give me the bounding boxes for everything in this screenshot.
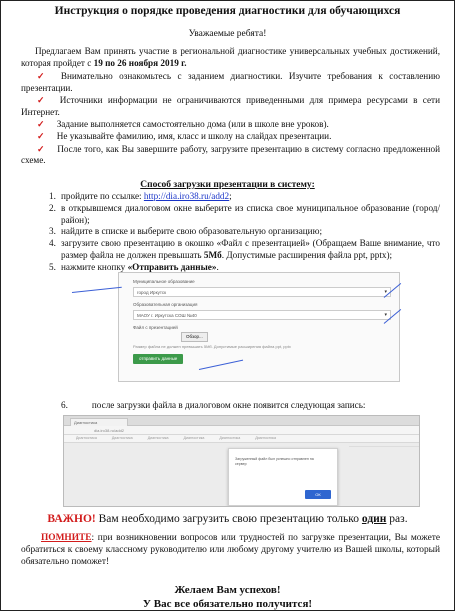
step-number: 1. — [49, 191, 56, 201]
upload-steps — [21, 191, 440, 273]
org-label: Образовательная организация — [133, 301, 198, 307]
step-number: 6. — [61, 400, 68, 410]
chevron-down-icon: ▾ — [384, 288, 387, 295]
check-text: Источники информации не ограничиваются приведенными для примера ресурсами в сети Интернет. — [21, 95, 440, 117]
remember-label: ПОМНИТЕ — [41, 533, 92, 543]
step-item — [21, 238, 440, 262]
step-text: после загрузки файла в диалоговом окне появится следующая запись: — [91, 400, 366, 410]
file-size-limit: 5Мб — [203, 249, 222, 260]
browse-button[interactable]: Обзор... — [181, 332, 208, 342]
dialog-message: Загруженный файл был успешно отправлен на сервер — [235, 457, 314, 467]
closing-wish: Желаем Вам успехов! — [174, 584, 281, 596]
step-number: 3. — [49, 226, 56, 237]
divider — [349, 446, 419, 447]
step-number: 5. — [49, 261, 56, 272]
alert-dialog — [228, 448, 338, 506]
checklist — [21, 71, 440, 168]
bookmarks-bar — [64, 435, 419, 443]
check-item — [21, 95, 440, 119]
section-colon: : — [311, 180, 315, 190]
checkmark-icon: ✓ — [37, 119, 45, 130]
check-item — [21, 144, 440, 168]
intro-dates: 19 по 26 ноября 2019 г. — [93, 57, 187, 68]
check-text: После того, как Вы завершите работу, загрузите презентацию в систему согласно предложенной схеме. — [21, 143, 440, 166]
form-screenshot — [118, 272, 400, 382]
step-text: нажмите кнопку — [61, 261, 128, 272]
step-item — [21, 203, 440, 227]
important-text: Вам необходимо загрузить свою презентацию только — [95, 513, 362, 525]
step-text: загрузите свою презентацию в окошко «Файл с презентацией» (Обращаем Ваше внимание, что размер файла не должен превышать — [61, 238, 440, 260]
ok-button[interactable]: ОК — [305, 490, 331, 499]
municipality-select[interactable] — [133, 287, 391, 297]
important-label: ВАЖНО! — [47, 513, 96, 525]
checkmark-icon: ✓ — [37, 131, 45, 142]
greeting: Уважаемые ребята! — [188, 29, 267, 39]
submit-data-button[interactable]: отправить данные — [133, 354, 183, 364]
municipality-value: город Иркутск — [137, 289, 167, 295]
step-item — [21, 191, 440, 203]
important-note — [1, 512, 454, 527]
checkmark-icon: ✓ — [37, 71, 49, 81]
dialog-screenshot — [63, 415, 420, 507]
intro-paragraph — [21, 46, 440, 70]
bookmark-item[interactable]: Диагностика — [147, 436, 169, 440]
submit-button-name: «Отправить данные» — [127, 261, 217, 272]
step-text-end: . — [216, 261, 219, 272]
important-end: раз. — [386, 513, 408, 525]
step-6 — [61, 400, 365, 412]
checkmark-icon: ✓ — [37, 143, 46, 154]
check-item — [21, 131, 440, 143]
bookmark-item[interactable]: Диагностика — [76, 436, 97, 440]
file-label: Файл с презентацией — [133, 324, 178, 330]
upload-link[interactable]: http://dia.iro38.ru/add2 — [143, 191, 230, 201]
step-number: 2. — [49, 202, 56, 213]
step-text-end: ; — [229, 191, 232, 201]
bookmark-item[interactable]: Диагностика — [219, 436, 241, 440]
check-item — [21, 119, 440, 131]
section-title-text: Способ загрузки презентации в систему — [140, 180, 312, 190]
org-value: МАОУ г. Иркутска СОШ №40 — [137, 312, 197, 318]
org-select[interactable] — [133, 310, 391, 320]
step-item — [21, 226, 440, 238]
remember-text: : при возникновении вопросов или трудностей по загрузке презентации, Вы можете обратиться к своему классному руководителю или любому другому учителю из Вашей школы, который обязательно поможет! — [21, 533, 440, 568]
step-number: 4. — [49, 238, 56, 249]
check-text: Внимательно ознакомьтесь с заданием диагностики. Изучите требования к составлению презентации. — [21, 71, 441, 93]
check-text: Задание выполняется самостоятельно дома (или в школе вне уроков). — [56, 119, 329, 130]
step-text: пройдите по ссылке: — [61, 191, 144, 201]
check-text: Не указывайте фамилию, имя, класс и школу на слайдах презентации. — [56, 131, 332, 142]
browser-tab[interactable]: Диагностика — [70, 418, 128, 426]
remember-note — [21, 532, 440, 568]
step-text-end: . Допустимые расширения файла ppt, pptx); — [221, 249, 393, 260]
bookmark-item[interactable]: Диагностика — [183, 436, 205, 440]
check-item — [21, 71, 440, 95]
bookmark-item[interactable]: Диагностика — [255, 436, 277, 440]
municipality-label: Муниципальное образование — [133, 279, 195, 284]
step-text: найдите в списке и выберите свою образовательную организацию; — [61, 226, 323, 237]
intro-text: Предлагаем Вам принять участие в региональной диагностике универсальных учебных достижений, которая пройдет с — [21, 46, 440, 68]
section-title — [1, 179, 454, 191]
file-hint: Размер файла не должен превышать 5Мб. Допустимые расширения файла ppt, pptx — [133, 344, 291, 350]
page-title: Инструкция о порядке проведения диагностики для обучающихся — [54, 5, 401, 17]
closing-encouragement: У Вас все обязательно получится! — [142, 598, 313, 610]
address-bar[interactable]: dia.iro38.ru/add2 — [64, 426, 419, 435]
browser-tabbar — [64, 416, 419, 426]
important-once: один — [361, 513, 387, 525]
chevron-down-icon: ▾ — [384, 311, 387, 318]
bookmark-item[interactable]: Диагностика — [111, 436, 133, 440]
checkmark-icon: ✓ — [37, 95, 48, 106]
step-text: в открывшемся диалоговом окне выберите из списка свое муниципальное образование (город/район); — [61, 202, 440, 225]
arrow-pointer-1 — [72, 287, 122, 293]
